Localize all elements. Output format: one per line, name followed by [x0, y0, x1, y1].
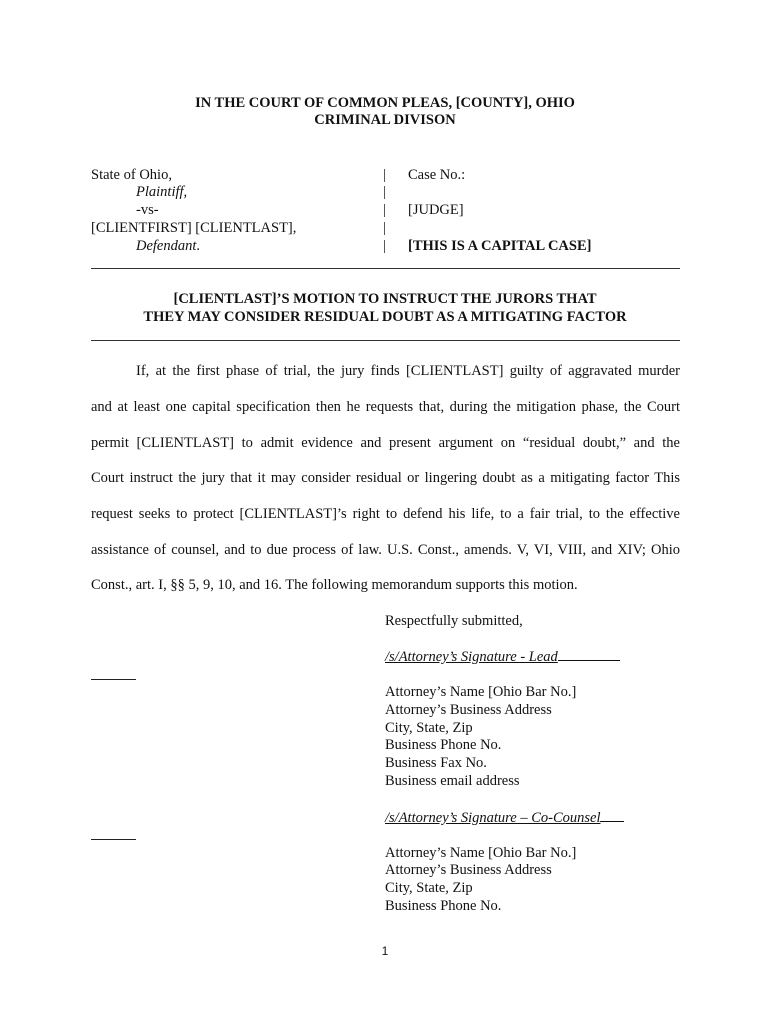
defendant-role-period: . [196, 238, 201, 254]
co-attorney-city: City, State, Zip [385, 880, 473, 896]
body-line: If, at the first phase of trial, the jury finds [CLIENTLAST] guilty of aggravated murder [136, 363, 680, 379]
lead-signature-line [385, 648, 620, 666]
motion-title-line2: THEY MAY CONSIDER RESIDUAL DOUBT AS A MITIGATING FACTOR [143, 309, 627, 325]
body-line: permit [CLIENTLAST] to admit evidence and present argument on “residual doubt,” and the [91, 435, 680, 451]
body-line: Court instruct the jury that it may consider residual or lingering doubt as a mitigating factor This [91, 470, 680, 486]
caption-divider: | [383, 220, 386, 236]
page-number: 1 [381, 944, 389, 958]
case-number-label: Case No.: [408, 167, 466, 183]
closing-text: Respectfully submitted, [385, 613, 523, 629]
attorney-fax: Business Fax No. [385, 755, 487, 771]
caption-divider: | [383, 202, 386, 218]
attorney-name: Attorney’s Name [Ohio Bar No.] [385, 684, 577, 700]
margin-rule [91, 679, 136, 680]
motion-title-line1: [CLIENTLAST]’S MOTION TO INSTRUCT THE JURORS THAT [173, 291, 597, 307]
signature-underline [558, 648, 620, 661]
caption-divider: | [383, 238, 386, 254]
body-line: and at least one capital specification then he requests that, during the mitigation phase, the Court [91, 399, 680, 415]
body-line: Const., art. I, §§ 5, 9, 10, and 16. The following memorandum supports this motion. [91, 577, 578, 593]
attorney-email: Business email address [385, 773, 520, 789]
title-rule [91, 340, 680, 341]
co-attorney-phone: Business Phone No. [385, 898, 502, 914]
body-line: assistance of counsel, and to due process of law. U.S. Const., amends. V, VI, VIII, and XIV; Ohio [91, 542, 680, 558]
co-attorney-name: Attorney’s Name [Ohio Bar No.] [385, 845, 577, 861]
signature-underline [600, 809, 624, 822]
co-signature-line [385, 809, 624, 827]
lead-signature: /s/Attorney’s Signature - Lead [385, 649, 558, 665]
plaintiff-name: State of Ohio, [91, 167, 172, 183]
body-line: request seeks to protect [CLIENTLAST]’s right to defend his life, to a fair trial, to the effective [91, 506, 680, 522]
defendant-name: [CLIENTFIRST] [CLIENTLAST], [91, 220, 297, 236]
division-heading: CRIMINAL DIVISON [314, 112, 456, 128]
attorney-address: Attorney’s Business Address [385, 702, 552, 718]
caption-rule [91, 268, 680, 269]
court-heading: IN THE COURT OF COMMON PLEAS, [COUNTY], OHIO [195, 95, 575, 111]
co-attorney-address: Attorney’s Business Address [385, 862, 552, 878]
margin-rule [91, 839, 136, 840]
versus-label: -vs- [136, 202, 159, 218]
judge-field: [JUDGE] [408, 202, 464, 218]
caption-divider: | [383, 184, 386, 200]
plaintiff-role: Plaintiff, [136, 184, 188, 200]
attorney-city: City, State, Zip [385, 720, 473, 736]
defendant-role-line [136, 238, 200, 255]
co-counsel-signature: /s/Attorney’s Signature – Co-Counsel [385, 810, 601, 826]
capital-case-notice: [THIS IS A CAPITAL CASE] [408, 238, 592, 254]
defendant-role: Defendant [136, 238, 197, 254]
attorney-phone: Business Phone No. [385, 737, 502, 753]
caption-divider: | [383, 167, 386, 183]
